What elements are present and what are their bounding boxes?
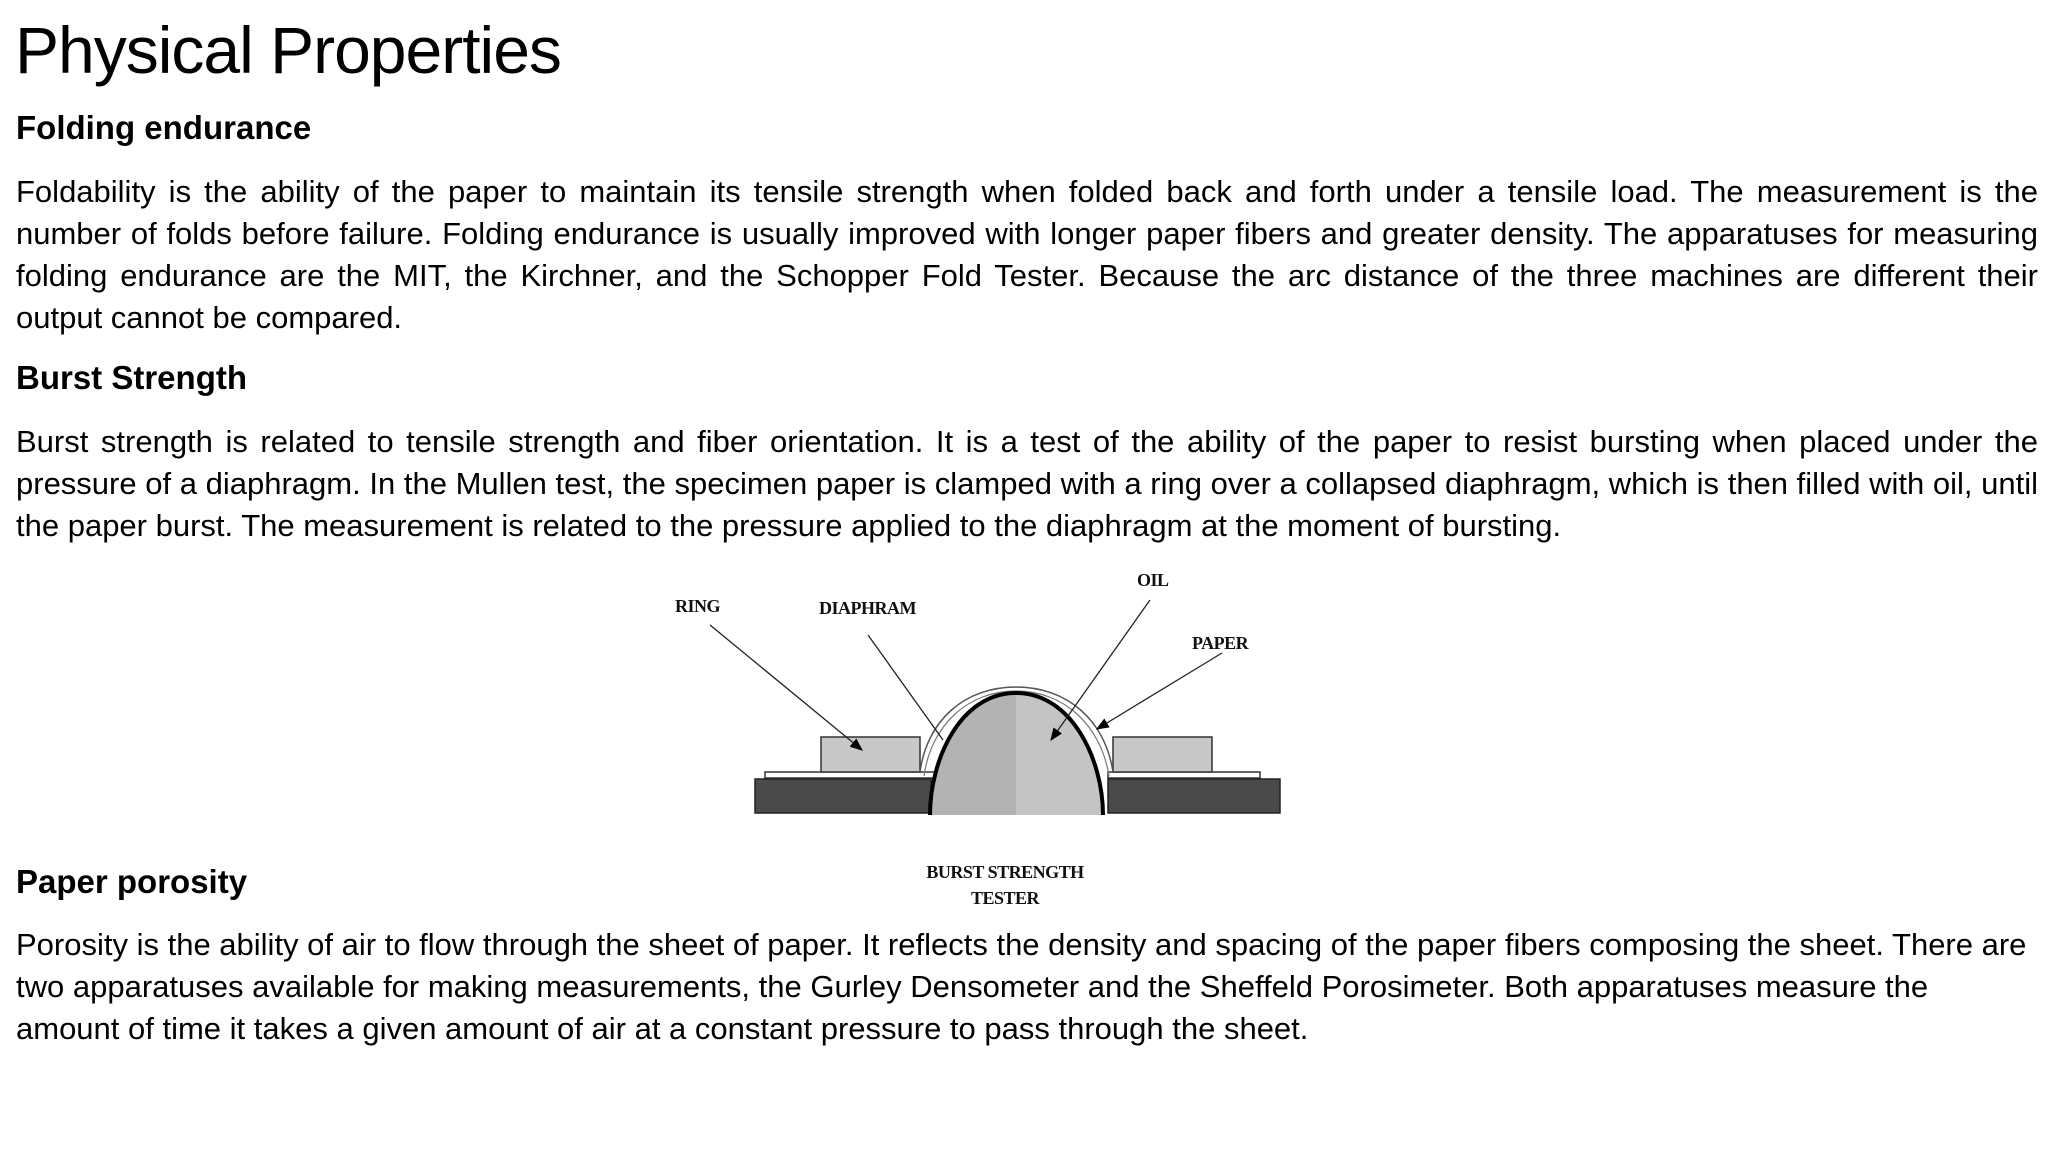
oil-label: OIL (1137, 570, 1169, 590)
ring-leader-arrow (710, 625, 862, 750)
diaphram-leader-line (868, 635, 943, 740)
section-heading-burst-strength: Burst Strength (16, 359, 247, 396)
page-title: Physical Properties (15, 13, 561, 87)
section-body-paper-porosity: Porosity is the ability of air to flow through the sheet of paper. It reflects the density and spacing of the paper fibers composing the sheet. There are two apparatuses available for making measurements, the Gurley Densometer and the Sheffeld Porosimeter. Both apparatuses measure the amount of time it takes a given amount of air at a constant pressure to pass through the sheet. (16, 927, 2027, 1046)
caption-line-2: TESTER (970, 888, 1040, 908)
section-heading-paper-porosity: Paper porosity (16, 863, 248, 900)
diaphram-label: DIAPHRAM (819, 598, 916, 618)
paper-label: PAPER (1192, 633, 1249, 653)
section-heading-folding-endurance: Folding endurance (16, 109, 312, 146)
oil-leader-arrow (1051, 600, 1150, 740)
ring-label: RING (675, 596, 721, 616)
burst-strength-tester-diagram (665, 560, 1305, 915)
caption-line-1: BURST STRENGTH (926, 862, 1084, 882)
section-body-folding-endurance: Foldability is the ability of the paper to maintain its tensile strength when folded back and forth under a tensile load. The measurement is the number of folds before failure. Folding endurance is usually improved with longer paper fibers and greater density. The apparatuses for measuring folding endurance are the MIT, the Kirchner, and the Schopper Fold Tester. Because the arc distance of the three machines are different their output cannot be compared. (16, 174, 2038, 335)
right-plate (1108, 772, 1260, 778)
paper-leader-arrow (1097, 653, 1222, 729)
right-clamp-ring (1113, 737, 1212, 772)
left-plate (765, 772, 941, 778)
left-base-block (755, 779, 931, 813)
right-base-block (1108, 779, 1280, 813)
left-clamp-ring (821, 737, 920, 772)
section-body-burst-strength: Burst strength is related to tensile strength and fiber orientation. It is a test of the ability of the paper to resist bursting when placed under the pressure of a diaphragm. In the Mullen test, the specimen paper is clamped with a ring over a collapsed diaphragm, which is then filled with oil, until the paper burst. The measurement is related to the pressure applied to the diaphragm at the moment of bursting. (16, 424, 2038, 543)
